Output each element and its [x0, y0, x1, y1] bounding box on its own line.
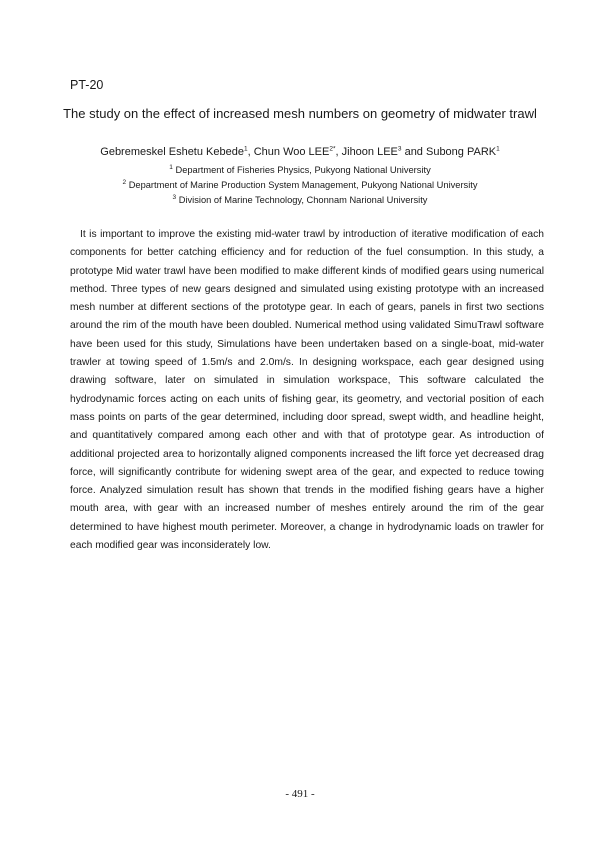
affiliation-text: Department of Fisheries Physics, Pukyong National University [172, 165, 431, 175]
author-name: Chun Woo LEE [253, 146, 330, 158]
affiliation-mark: 2 [122, 178, 127, 186]
paper-code: PT-20 [70, 78, 104, 92]
author-separator: , [335, 146, 342, 158]
author-name: Subong PARK [425, 146, 497, 158]
author-separator: and [401, 146, 426, 158]
author-list [0, 146, 600, 158]
author-separator: , [247, 146, 254, 158]
paper-title: The study on the effect of increased mesh numbers on geometry of midwater trawl [63, 106, 537, 121]
affiliation-text: Division of Marine Technology, Chonnam Narional University [176, 195, 428, 205]
author-affiliation-mark: 3 [397, 145, 402, 153]
author-affiliation-mark: 1 [243, 145, 248, 153]
abstract-body: It is important to improve the existing mid-water trawl by introduction of iterative modification of each components for better catching efficiency and for reduction of the fuel consumption. In this study, a prototype Mid water trawl have been modified to make different kinds of modified gears using numerical method. Three types of new gears designed and simulated using existing prototype with an increased mesh number at different sections of the prototype gear. In each of gears, panels in first two sections around the rim of the mouth have been doubled. Numerical method using validated SimuTrawl software have been used for this study, Simulations have been undertaken based on a single-boat, mid-water trawler at towing speed of 1.5m/s and 2.0m/s. In designing workspace, each gear designed using drawing software, later on simulated in simulation workspace, This software calculated the hydrodynamic forces acting on each units of fishing gear, its geometry, and vectorial position of each mass points on parts of the gear determined, including door spread, swept width, and headline height, and quantitatively compared among each other and with that of prototype gear. As introduction of additional projected area to horizontally aligned components increased the lift force yet decreased drag force, will significantly contribute for widening swept area of the gear, and expected to reduce towing force. Analyzed simulation result has shown that trends in the modified fishing gears have a higher mouth area, with gear with an increased number of meshes entirely around the rim of the gear determined to have highest mouth perimeter. Moreover, a change in hydrodynamic loads on trawler for each modified gear was inconsiderately low. [70, 229, 544, 552]
affiliation-mark: 3 [172, 193, 177, 201]
affiliation [0, 180, 600, 190]
author-affiliation-mark: 2* [329, 145, 336, 153]
author-name: Gebremeskel Eshetu Kebede [100, 146, 244, 158]
affiliation-text: Department of Marine Production System Management, Pukyong National University [126, 180, 478, 190]
page-number: - 491 - [285, 788, 315, 800]
affiliation [0, 165, 600, 175]
author-name: Jihoon LEE [341, 146, 398, 158]
author-affiliation-mark: 1 [496, 145, 500, 153]
affiliation [0, 195, 600, 205]
affiliation-mark: 1 [169, 163, 173, 171]
